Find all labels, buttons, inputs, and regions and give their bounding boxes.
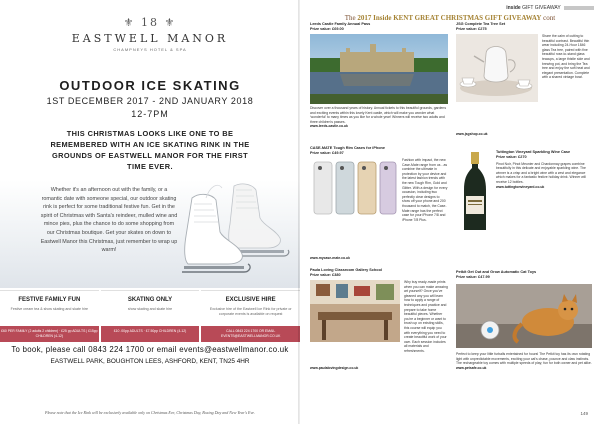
section-header <box>506 5 594 11</box>
event-body: Whether it's an afternoon out with the family, or a romantic date with someone special, our outdoor skating rink is perfect for some traditional festive fun. Get in the spirit of Christmas with Santa's reindeer, mulled wine and mince pies, plus the chance to do some shopping from our Christmas boutique. Get your skates on down to Eastwell Manor this Christmas, just remember to wrap up warm! <box>40 187 178 254</box>
offer-price: £10 .00pp ADULTS · £7.50pp CHILDREN (4-12) <box>101 326 200 342</box>
logo-name: EASTWELL MANOR <box>71 32 229 45</box>
product-text: Fashion with impact, the new Case-Mate range from us - as combine the ultimate in protection by your device and the latest fashion trends with the new Tough Rim, Gold and Glitter. With a design for every occasion, including two perfectly clear designs to show off your phone and 200 thousand to match, the Case-Mate range has the perfect case for your iPhone 7/8 and iPhone 7/8 Plus. <box>402 158 448 222</box>
offers-row <box>0 290 300 342</box>
crest-icon: ⚜ 18 ⚜ <box>123 16 177 29</box>
logo-subtitle: CHAMPNEYS HOTEL & SPA <box>113 47 187 52</box>
offer-card <box>0 290 99 342</box>
product-leeds-castle-body <box>310 106 448 129</box>
offer-title: SKATING ONLY <box>127 297 173 303</box>
product-title: Petkit Get Out and Grow Automatic Cat Toys <box>456 270 537 274</box>
header-bar <box>564 6 594 10</box>
product-url: www.mycase-mate.co.uk <box>310 256 351 260</box>
event-title: OUTDOOR ICE SKATING <box>59 78 241 93</box>
booking-contact: To book, please call 0843 224 1700 or email events@eastwellmanor.co.uk <box>11 345 289 354</box>
product-title: CASE-MATE Tough Rim Cases for iPhone <box>310 146 385 150</box>
header-brand: inside <box>506 5 521 11</box>
offer-price: CALL 0843 224 1700 OR EMAIL EVENTS@EASTWELLMANOR.CO.UK <box>201 326 300 342</box>
art-studio-photo <box>310 280 400 342</box>
product-price: Prize value: £275 <box>456 26 487 31</box>
title-suffix: cont <box>541 14 556 22</box>
title-prefix: The <box>344 14 358 22</box>
product-url: www.petsafe.co.uk <box>456 365 487 370</box>
event-times: 12-7PM <box>131 109 169 119</box>
product-text: Discover over a thousand years of history. Annual tickets to this beautiful grounds, gardens and exciting events within this lovely Kent castle, which will make you wonder what 'wonderful' to many times as you like for a whole year! Winners will receive two adults and three children's passes. <box>310 106 447 124</box>
footnote: Please note that the Ice Rink will be exclusively available only on Christmas Eve, Christmas Day, Boxing Day and New Year's Eve. <box>45 410 255 415</box>
product-art-class <box>310 268 448 278</box>
product-title: Tuttington Vineyard Sparkling Wine Case <box>496 150 571 154</box>
event-lede: THIS CHRISTMAS LOOKS LIKE ONE TO BE REMEMBERED WITH AN ICE SKATING RINK IN THE GROUNDS OF EASTWELL MANOR FOR THE FIRST TIME EVER. <box>50 129 250 171</box>
product-title: Leeds Castle Family Annual Pass <box>310 22 371 26</box>
product-cat-toy <box>456 270 592 280</box>
header-section: GIFT GIVEAWAY <box>522 5 561 11</box>
product-price: Prize value: £270 <box>496 154 527 159</box>
product-sparkling-wine <box>496 150 592 189</box>
offer-desc: Festive cream tea & show skating and skate hire <box>10 307 88 311</box>
offer-title: EXCLUSIVE HIRE <box>225 297 276 303</box>
product-title: JSG Complete Tea Tree Set <box>456 22 506 26</box>
product-text: Perfect to keep your little furballs entertained for hours! The Petkit toy has its own rotating light with unpredictable movements, exciting your cat's chase, pounce and claw instincts. The rechargeable toy comes with multiple speeds of play; fun for both owner and pet alike. <box>456 352 592 366</box>
event-headline <box>0 78 300 119</box>
tea-set-photo <box>456 34 538 102</box>
product-leeds-castle <box>310 22 448 32</box>
booking-info <box>0 345 300 365</box>
product-phone-cases <box>310 146 448 156</box>
product-text: Share the calm of cutting to beautiful contrast. Beautiful thin wear including 24-Hour 1846 glass Tea tree, paired with fine beautiful rose-to-stand glass teacups, a large thistle side and brewing pot, and bring the Tea tree and enjoy the soft heat and elegant presentation. Complete with a shared vintage bowl. <box>542 34 590 80</box>
offer-title: FESTIVE FAMILY FUN <box>18 297 81 303</box>
offer-desc: show skating and skate hire <box>127 307 173 311</box>
title-highlight: 2017 Inside KENT GREAT CHRISTMAS GIFT GIVEAWAY <box>357 14 542 22</box>
product-url: www.paulalovingdesign.co.uk <box>310 366 359 370</box>
product-url: www.leeds-castle.co.uk <box>310 124 348 129</box>
product-url: www.jsgshop.co.uk <box>456 132 488 136</box>
product-price: Prize value: £69.00 <box>310 26 344 31</box>
product-url: www.tuttingtonvineyard.co.uk <box>496 184 545 189</box>
product-tea-set <box>456 22 592 32</box>
page-number: 149 <box>580 411 588 416</box>
product-text: Pinot Noir, Pinot Meunier and Chardonnay grapes combine beautifully in this delicate and enjoyable sparkling wine. The winner is a crisp and a bright wine with a zest and elegance which makes for a fantastic festive holiday drink. Winner will receive 12 bottles. <box>496 161 586 184</box>
offer-card <box>101 290 200 342</box>
booking-address: EASTWELL PARK, BOUGHTON LEES, ASHFORD, KENT, TN25 4HR <box>50 358 250 365</box>
product-cat-toy-body <box>456 352 592 370</box>
cat-toy-photo <box>456 284 592 348</box>
eastwell-logo <box>0 16 300 52</box>
event-dates: 1ST DECEMBER 2017 - 2ND JANUARY 2018 <box>46 96 254 106</box>
offer-desc: Exclusive hire of the Eastwell Ice Rink for private or corporate events is available on request <box>209 307 292 316</box>
product-text: Why buy ready-made prints when you can make amazing art yourself? Once you've gleaned any you will learn how to apply a range of techniques and practice and prepare to take home beautiful pieces. Whether you're a beginner or want to brush up on existing skills, this course will equip you with everything you need to create beautiful work of your own. Each session includes all materials and refreshments. <box>404 280 448 353</box>
wine-bottle-photo <box>460 150 490 232</box>
right-page <box>300 0 600 424</box>
product-price: Prize value: £47.99 <box>456 274 490 279</box>
offer-card <box>201 290 300 342</box>
product-price: Prize value: £380 <box>310 272 341 277</box>
product-price: Prize value: £49.97 <box>310 150 344 155</box>
ice-skates-icon <box>172 178 292 288</box>
phone-cases-photo <box>310 158 398 218</box>
castle-photo <box>310 34 448 104</box>
giveaway-title <box>310 14 590 22</box>
offer-price: £60 PER FAMILY (2 adults 2 children) · £25 pp ADULTS | £15pp CHILDREN (4-12) <box>0 326 99 342</box>
product-title: Paula Loving Classroom Gallery School <box>310 268 382 272</box>
